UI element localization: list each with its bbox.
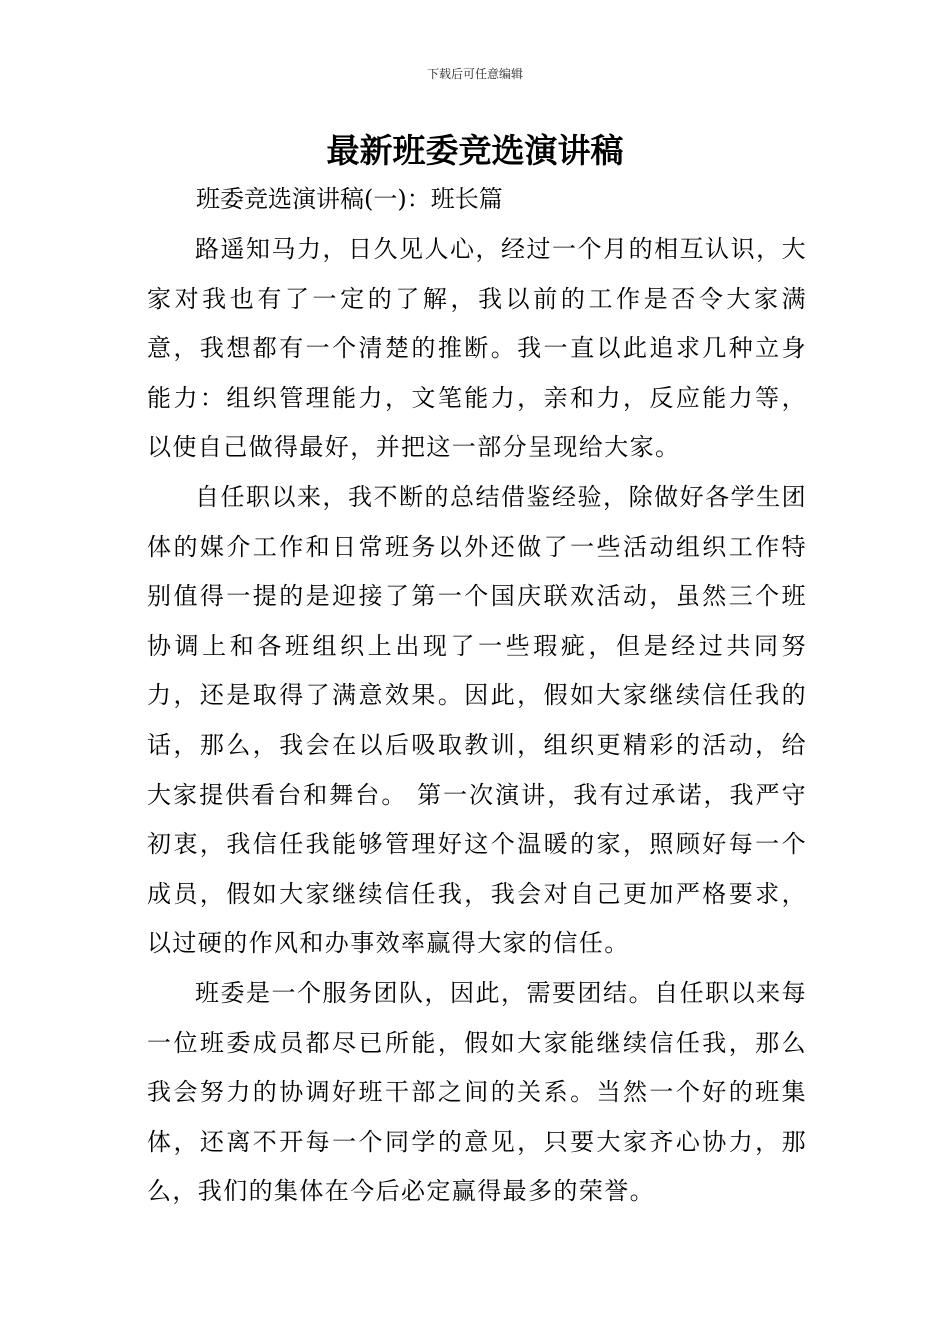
paragraph: 路遥知马力，日久见人心，经过一个月的相互认识，大家对我也有了一定的了解，我以前的工作是否令大家满意，我想都有一个清楚的推断。我一直以此追求几种立身能力：组织管理能力，文笔能力，亲和力，反应能力等，以使自己做得最好，并把这一部分呈现给大家。 (147, 235, 807, 462)
document-body (147, 225, 807, 1217)
header-note: 下载后可任意编辑 (426, 67, 523, 81)
section-subtitle: 班委竞选演讲稿(一)：班长篇 (196, 185, 503, 213)
paragraph: 班委是一个服务团队，因此，需要团结。自任职以来每一位班委成员都尽已所能，假如大家能继续信任我，那么我会努力的协调好班干部之间的关系。当然一个好的班集体，还离不开每一个同学的意见，只要大家齐心协力，那么，我们的集体在今后必定赢得最多的荣誉。 (147, 978, 807, 1206)
paragraph: 自任职以来，我不断的总结借鉴经验，除做好各学生团体的媒介工作和日常班务以外还做了一些活动组织工作特别值得一提的是迎接了第一个国庆联欢活动，虽然三个班协调上和各班组织上出现了一些瑕疵，但是经过共同努力，还是取得了满意效果。因此，假如大家继续信任我的话，那么，我会在以后吸取教训，组织更精彩的活动，给大家提供看台和舞台。 第一次演讲，我有过承诺，我严守初衷，我信任我能够管理好这个温暖的家，照顾好每一个成员，假如大家继续信任我，我会对自己更加严格要求，以过硬的作风和办事效率赢得大家的信任。 (147, 482, 807, 958)
document-title: 最新班委竞选演讲稿 (326, 131, 624, 170)
